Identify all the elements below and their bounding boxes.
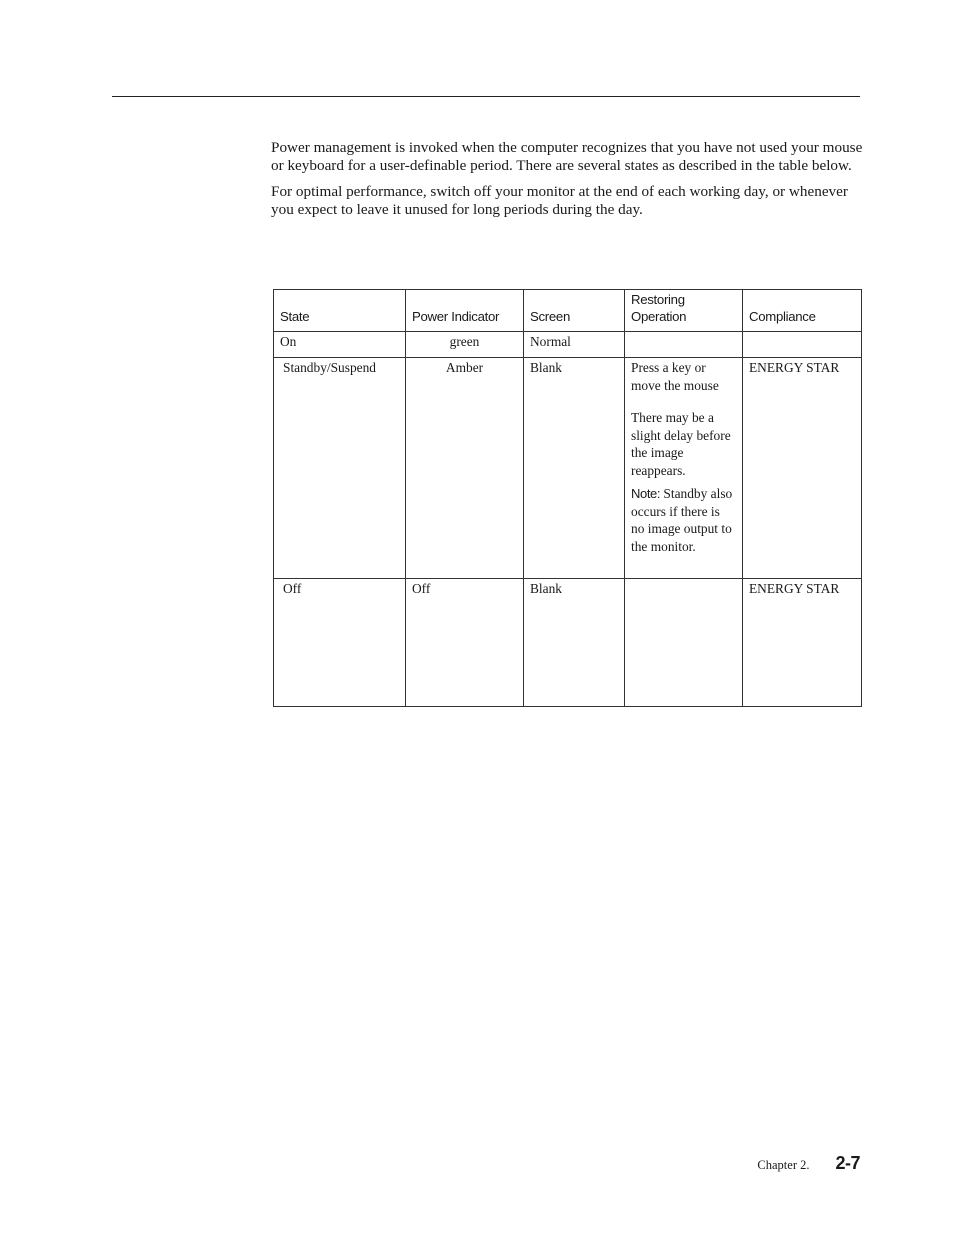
cell-state-off: Off [274, 579, 406, 707]
cell-compliance-on [743, 332, 862, 358]
intro-paragraph-1: Power management is invoked when the computer recognizes that you have not used your mouse or keyboard for a user-definable period. There are several states as described in the table below. [271, 139, 863, 174]
cell-state-on: On [274, 332, 406, 358]
header-compliance: Compliance [743, 290, 862, 332]
header-screen: Screen [524, 290, 625, 332]
intro-text [271, 139, 863, 227]
restoring-instruction: Press a key or move the mouse [631, 360, 719, 393]
page-number: 2-7 [835, 1153, 860, 1173]
table-header-row [274, 290, 862, 332]
cell-compliance-standby: ENERGY STAR [743, 358, 862, 579]
cell-indicator-on: green [406, 332, 524, 358]
header-state: State [274, 290, 406, 332]
cell-restoring-off [625, 579, 743, 707]
intro-paragraph-2: For optimal performance, switch off your monitor at the end of each working day, or whenever you expect to leave it unused for long periods during the day. [271, 183, 848, 218]
power-management-table [273, 289, 862, 707]
footer-chapter: Chapter 2. [757, 1158, 810, 1172]
header-power-indicator: Power Indicator [406, 290, 524, 332]
page-footer [757, 1153, 860, 1174]
cell-screen-standby: Blank [524, 358, 625, 579]
header-rule [112, 96, 860, 97]
table-row-standby [274, 358, 862, 579]
note-label: Note: [631, 486, 661, 501]
note-text: Standby also occurs if there is no image output to the monitor. [631, 486, 733, 554]
cell-screen-on: Normal [524, 332, 625, 358]
header-restoring-operation [625, 290, 743, 332]
cell-indicator-standby: Amber [406, 358, 524, 579]
cell-restoring-on [625, 332, 743, 358]
header-restoring-line2: Operation [631, 309, 687, 324]
cell-state-standby: Standby/Suspend [274, 358, 406, 579]
cell-screen-off: Blank [524, 579, 625, 707]
cell-restoring-standby [625, 358, 743, 579]
restoring-delay-text: There may be a slight delay before the image reappears. [631, 410, 731, 478]
cell-compliance-off: ENERGY STAR [743, 579, 862, 707]
restoring-note [631, 485, 736, 555]
header-restoring-line1: Restoring [631, 292, 685, 307]
table-row-off [274, 579, 862, 707]
table-row-on [274, 332, 862, 358]
cell-indicator-off: Off [406, 579, 524, 707]
